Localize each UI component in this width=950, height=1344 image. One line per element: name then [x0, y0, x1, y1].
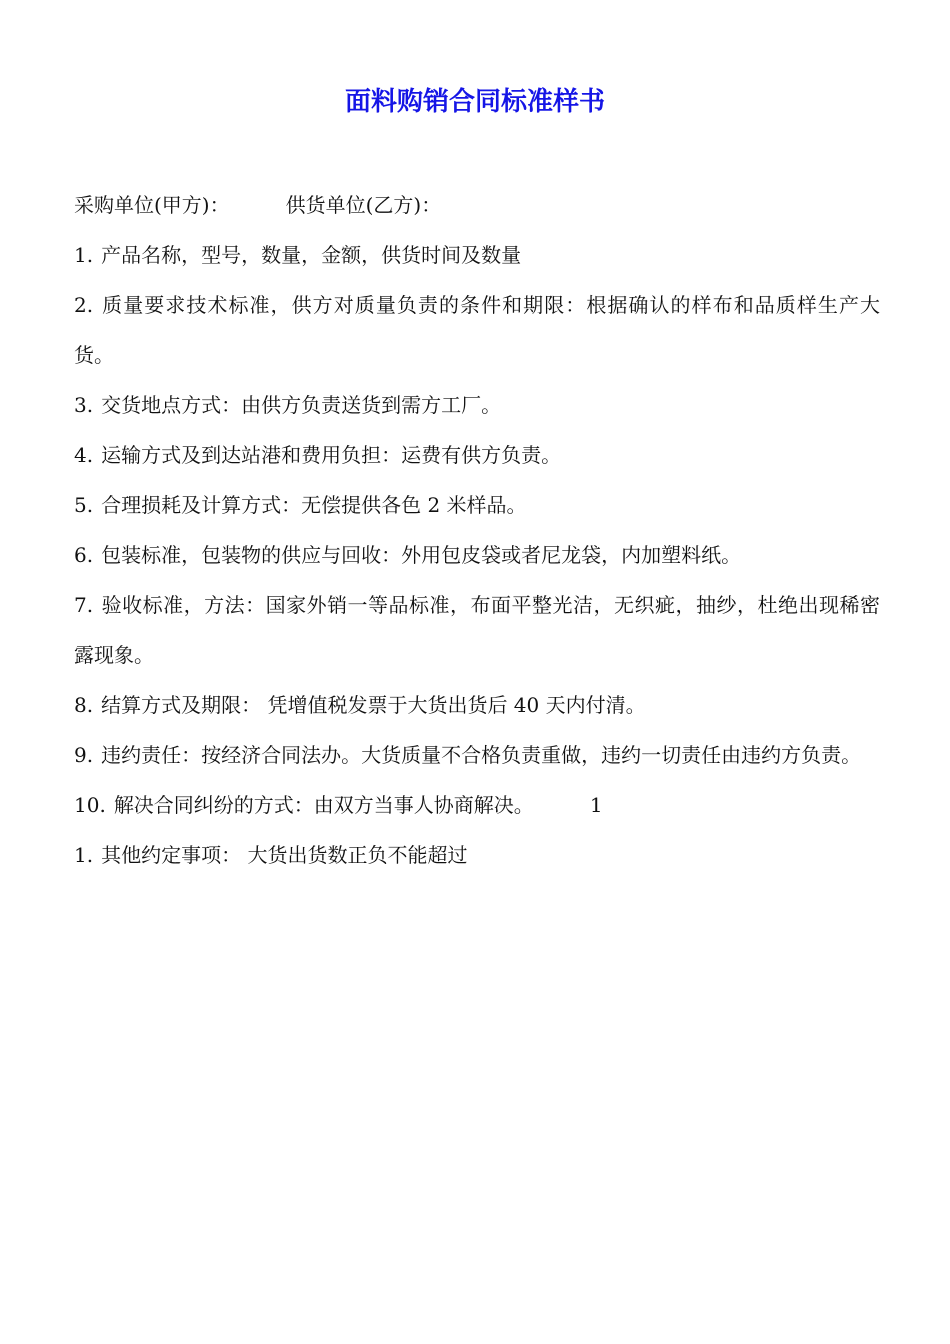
clause-text: 违约责任：按经济合同法办。大货质量不合格负责重做，违约一切责任由违约方负责。: [101, 743, 862, 767]
clause-text: 产品名称，型号，数量，金额，供货时间及数量: [101, 243, 522, 267]
clause-text: 合理损耗及计算方式：无偿提供各色 2 米样品。: [101, 493, 527, 517]
clause-number: 7.: [74, 593, 94, 617]
parties-line: [74, 180, 880, 230]
clause-text: 验收标准，方法：国家外销一等品标准，布面平整光洁，无织疵，抽纱，杜绝出现稀密露现象。: [74, 593, 880, 667]
document-title: 面料购销合同标准样书: [344, 87, 605, 117]
clause-8: [74, 680, 880, 730]
clause-10: [74, 780, 880, 830]
clause-text: 交货地点方式：由供方负责送货到需方工厂。: [101, 393, 502, 417]
clause-number: 1.: [74, 243, 94, 267]
clause-2: [74, 280, 880, 380]
clause-text: 其他约定事项： 大货出货数正负不能超过: [101, 843, 468, 867]
clause-3: [74, 380, 880, 430]
clause-6: [74, 530, 880, 580]
clause-text: 运输方式及到达站港和费用负担：运费有供方负责。: [101, 443, 562, 467]
clause-number: 9.: [74, 743, 94, 767]
clause-number: 2.: [74, 293, 94, 317]
clause-number: 4.: [74, 443, 94, 467]
supplier-label: 供货单位(乙方)：: [285, 193, 442, 217]
clause-4: [74, 430, 880, 480]
page-number: 1: [589, 793, 603, 817]
clause-other: [74, 830, 880, 880]
clause-text: 解决合同纠纷的方式：由双方当事人协商解决。: [113, 793, 534, 817]
clause-number: 8.: [74, 693, 94, 717]
clause-number: 1.: [74, 843, 94, 867]
clause-number: 5.: [74, 493, 94, 517]
clause-5: [74, 480, 880, 530]
document-body: [74, 180, 880, 880]
clause-9: [74, 730, 880, 780]
clause-number: 3.: [74, 393, 94, 417]
clause-text: 包装标准，包装物的供应与回收：外用包皮袋或者尼龙袋，内加塑料纸。: [101, 543, 742, 567]
clause-text: 结算方式及期限： 凭增值税发票于大货出货后 40 天内付清。: [101, 693, 646, 717]
clause-1: [74, 230, 880, 280]
clause-number: 10.: [74, 793, 106, 817]
clause-number: 6.: [74, 543, 94, 567]
buyer-label: 采购单位(甲方)：: [74, 193, 230, 217]
clause-7: [74, 580, 880, 680]
clause-text: 质量要求技术标准，供方对质量负责的条件和期限：根据确认的样布和品质样生产大货。: [74, 293, 880, 367]
